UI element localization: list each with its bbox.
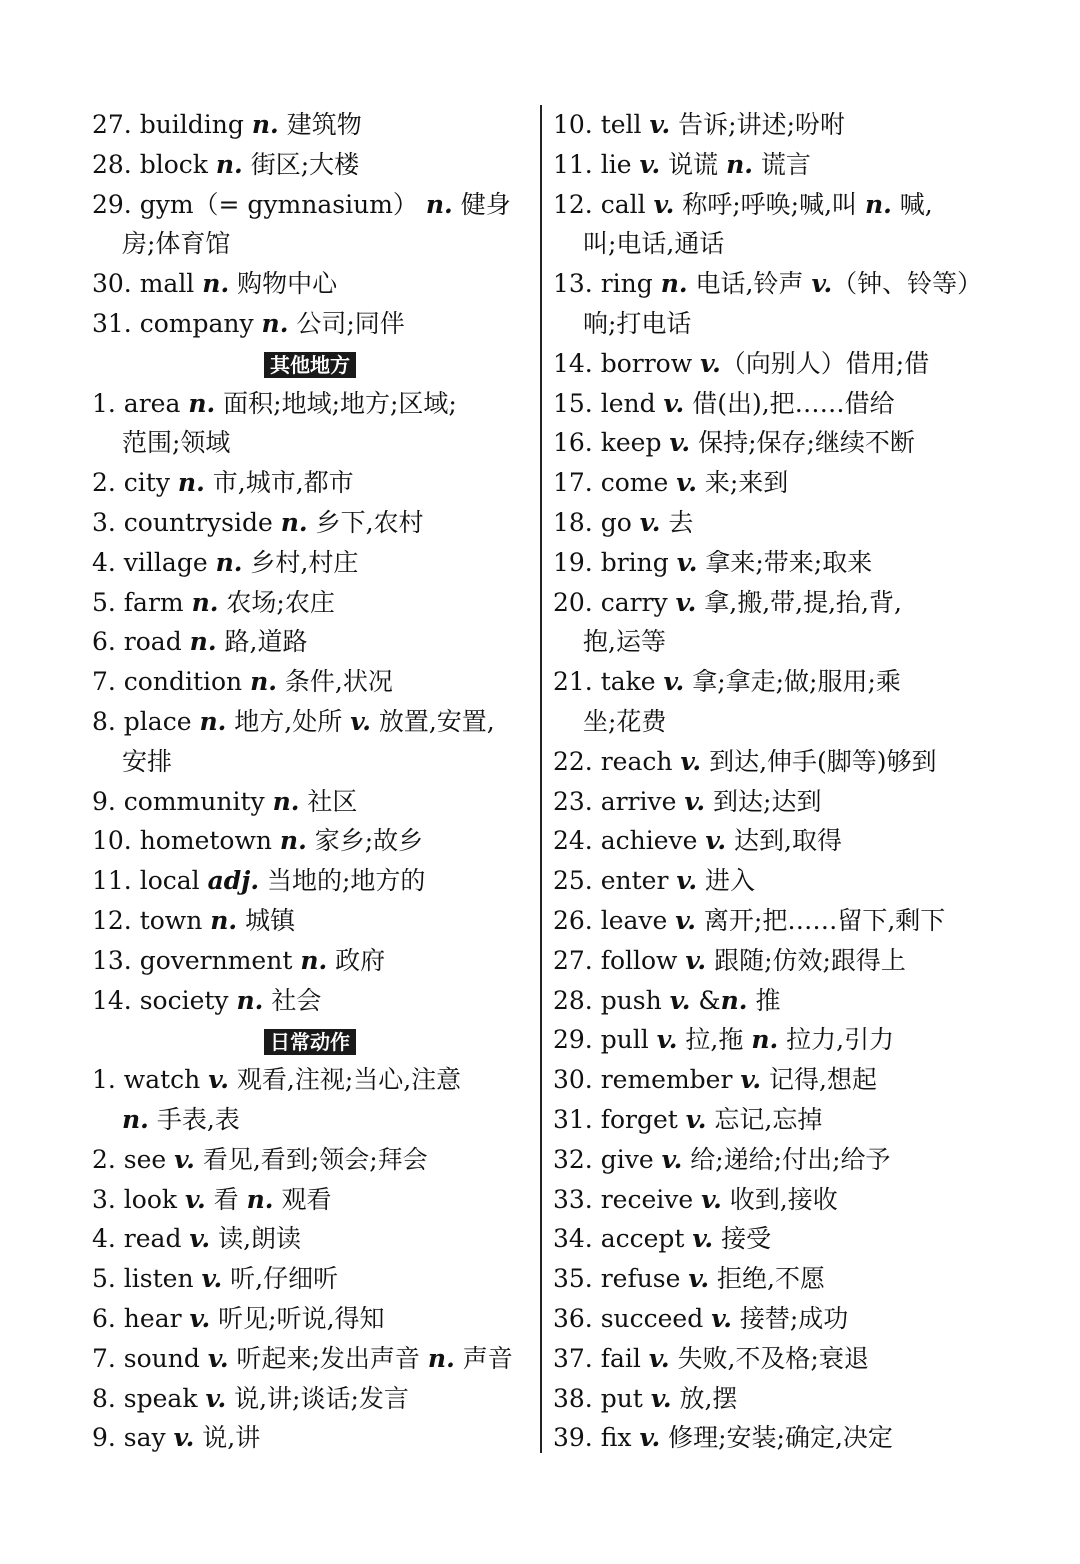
vocab-entry: 24. achieve v. 达到,取得	[553, 826, 842, 856]
vocab-entry: 11. lie v. 说谎 n. 谎言	[553, 149, 811, 179]
vocab-entry-continuation: 抱,运等	[583, 627, 666, 657]
vocab-entry: 35. refuse v. 拒绝,不愿	[553, 1264, 826, 1294]
vocab-entry: 16. keep v. 保持;保存;继续不断	[553, 428, 915, 458]
vocab-entry: 29. pull v. 拉,拖 n. 拉力,引力	[553, 1025, 895, 1055]
part-of-speech: n.	[189, 627, 217, 657]
vocab-entry: 3. countryside n. 乡下,农村	[92, 507, 424, 537]
vocab-entry: 28. push v. &n. 推	[553, 985, 781, 1015]
section-heading	[92, 344, 528, 384]
part-of-speech: adj.	[207, 866, 260, 896]
part-of-speech: n.	[215, 547, 243, 577]
part-of-speech: v.	[711, 1303, 732, 1333]
part-of-speech: n.	[280, 507, 308, 537]
part-of-speech: v.	[649, 110, 671, 139]
part-of-speech: v.	[650, 1383, 672, 1413]
part-of-speech: n.	[751, 1025, 779, 1055]
vocab-entry: 29. gym（= gymnasium） n. 健身	[92, 189, 511, 219]
vocab-entry: 28. block n. 街区;大楼	[92, 149, 360, 179]
vocab-entry: 2. city n. 市,城市,都市	[92, 468, 354, 498]
part-of-speech: v.	[669, 985, 691, 1015]
part-of-speech: v.	[705, 826, 727, 856]
vocab-entry: 31. forget v. 忘记,忘掉	[553, 1104, 823, 1134]
part-of-speech: n.	[660, 269, 688, 299]
part-of-speech: n.	[188, 388, 216, 418]
part-of-speech: v.	[700, 348, 721, 378]
part-of-speech: v.	[185, 1184, 206, 1214]
section-heading-label: 日常动作	[264, 1029, 356, 1055]
vocab-entry: 38. put v. 放,摆	[553, 1383, 738, 1413]
part-of-speech: n.	[279, 826, 307, 856]
vocab-entry: 30. remember v. 记得,想起	[553, 1065, 877, 1095]
part-of-speech: n.	[202, 269, 230, 299]
vocab-entry: 9. say v. 说,讲	[92, 1423, 261, 1453]
part-of-speech: v.	[680, 746, 702, 776]
vocab-entry: 7. condition n. 条件,状况	[92, 667, 393, 697]
part-of-speech: v.	[661, 1144, 683, 1174]
part-of-speech: v.	[639, 1423, 661, 1453]
vocab-entry: 14. borrow v.（向别人）借用;借	[553, 348, 930, 378]
vocab-entry: 39. fix v. 修理;安装;确定,决定	[553, 1423, 893, 1453]
part-of-speech: n.	[425, 189, 453, 219]
part-of-speech: n.	[726, 149, 753, 179]
vocab-entry: 2. see v. 看见,看到;领会;拜会	[92, 1144, 428, 1174]
vocab-entry: 37. fail v. 失败,不及格;衰退	[553, 1343, 869, 1373]
part-of-speech: n.	[246, 1184, 274, 1214]
vocab-entry: 6. hear v. 听见;听说,得知	[92, 1303, 385, 1333]
right-column	[553, 105, 989, 1458]
section-heading-label: 其他地方	[264, 352, 356, 378]
vocab-entry: 12. town n. 城镇	[92, 905, 296, 935]
vocab-entry: 12. call v. 称呼;呼唤;喊,叫 n. 喊,	[553, 189, 933, 219]
part-of-speech: v.	[205, 1383, 227, 1413]
part-of-speech: v.	[675, 905, 696, 935]
part-of-speech: v.	[207, 1343, 229, 1373]
vocab-entry: 33. receive v. 收到,接收	[553, 1184, 838, 1214]
part-of-speech: v.	[692, 1224, 714, 1254]
vocab-entry-continuation: 叫;电话,通话	[583, 229, 725, 259]
vocab-entry: 8. place n. 地方,处所 v. 放置,安置,	[92, 706, 495, 736]
vocab-entry: 22. reach v. 到达,伸手(脚等)够到	[553, 746, 937, 776]
part-of-speech: v.	[676, 468, 697, 498]
left-column	[92, 105, 528, 1458]
part-of-speech: v.	[676, 547, 698, 577]
vocab-entry-continuation: 房;体育馆	[122, 229, 231, 259]
vocab-entry: 3. look v. 看 n. 观看	[92, 1184, 332, 1214]
vocab-entry: 11. local adj. 当地的;地方的	[92, 866, 426, 896]
vocab-entry: 8. speak v. 说,讲;谈话;发言	[92, 1383, 409, 1413]
vocab-entry: 21. take v. 拿;拿走;做;服用;乘	[553, 667, 901, 697]
vocab-entry: 25. enter v. 进入	[553, 866, 756, 896]
vocab-entry: 19. bring v. 拿来;带来;取来	[553, 547, 873, 577]
vocab-entry: 1. watch v. 观看,注视;当心,注意	[92, 1065, 462, 1095]
part-of-speech: v.	[811, 269, 833, 299]
vocab-entry: 18. go v. 去	[553, 507, 694, 537]
vocab-entry: 32. give v. 给;递给;付出;给予	[553, 1144, 891, 1174]
part-of-speech: v.	[663, 667, 685, 697]
vocab-entry: 4. read v. 读,朗读	[92, 1224, 302, 1254]
part-of-speech: n.	[210, 905, 238, 935]
vocab-entry: 26. leave v. 离开;把……留下,剩下	[553, 905, 946, 935]
part-of-speech: n.	[261, 308, 289, 338]
part-of-speech: v.	[676, 866, 698, 896]
vocab-entry: 5. listen v. 听,仔细听	[92, 1264, 339, 1294]
vocab-entry-continuation: n. 手表,表	[122, 1104, 240, 1134]
part-of-speech: n.	[427, 1343, 455, 1373]
vocab-entry: 31. company n. 公司;同伴	[92, 308, 405, 338]
part-of-speech: n.	[864, 189, 892, 219]
vocab-entry: 20. carry v. 拿,搬,带,提,抬,背,	[553, 587, 902, 617]
vocab-entry: 14. society n. 社会	[92, 985, 322, 1015]
vocab-entry: 27. building n. 建筑物	[92, 110, 362, 139]
vocab-entry: 5. farm n. 农场;农庄	[92, 587, 335, 617]
part-of-speech: n.	[122, 1104, 149, 1134]
part-of-speech: v.	[208, 1065, 229, 1095]
part-of-speech: v.	[189, 1303, 211, 1333]
part-of-speech: v.	[663, 388, 685, 418]
vocab-entry: 30. mall n. 购物中心	[92, 269, 338, 299]
vocab-entry-continuation: 范围;领域	[122, 428, 231, 458]
vocab-entry-continuation: 响;打电话	[583, 308, 692, 338]
part-of-speech: v.	[685, 945, 707, 975]
vocab-entry: 10. tell v. 告诉;讲述;吩咐	[553, 110, 845, 139]
part-of-speech: n.	[215, 149, 243, 179]
part-of-speech: v.	[173, 1423, 195, 1453]
part-of-speech: n.	[251, 110, 279, 139]
column-divider	[540, 105, 542, 1453]
part-of-speech: n.	[720, 985, 748, 1015]
part-of-speech: v.	[685, 1104, 707, 1134]
part-of-speech: v.	[675, 587, 697, 617]
vocab-entry: 10. hometown n. 家乡;故乡	[92, 826, 424, 856]
part-of-speech: v.	[688, 1264, 710, 1294]
vocab-entry-continuation: 安排	[122, 746, 173, 776]
vocab-entry: 17. come v. 来;来到	[553, 468, 789, 498]
part-of-speech: v.	[656, 1025, 678, 1055]
part-of-speech: n.	[177, 468, 205, 498]
vocab-entry: 15. lend v. 借(出),把……借给	[553, 388, 895, 418]
vocab-entry-continuation: 坐;花费	[583, 706, 667, 736]
part-of-speech: v.	[639, 507, 661, 537]
vocab-entry: 7. sound v. 听起来;发出声音 n. 声音	[92, 1343, 513, 1373]
part-of-speech: n.	[272, 786, 300, 816]
part-of-speech: n.	[250, 667, 277, 697]
part-of-speech: n.	[236, 985, 264, 1015]
part-of-speech: v.	[174, 1144, 195, 1174]
vocab-entry: 1. area n. 面积;地域;地方;区域;	[92, 388, 457, 418]
part-of-speech: n.	[300, 945, 328, 975]
part-of-speech: v.	[648, 1343, 670, 1373]
vocab-entry: 34. accept v. 接受	[553, 1224, 772, 1254]
part-of-speech: v.	[684, 786, 706, 816]
part-of-speech: v.	[639, 149, 661, 179]
part-of-speech: v.	[201, 1264, 223, 1294]
vocab-entry: 9. community n. 社区	[92, 786, 358, 816]
part-of-speech: v.	[350, 706, 371, 736]
vocab-entry: 4. village n. 乡村,村庄	[92, 547, 359, 577]
vocab-entry: 6. road n. 路,道路	[92, 627, 308, 657]
vocab-entry: 36. succeed v. 接替;成功	[553, 1303, 849, 1333]
part-of-speech: v.	[669, 428, 691, 458]
vocab-entry: 27. follow v. 跟随;仿效;跟得上	[553, 945, 906, 975]
section-heading	[92, 1020, 528, 1060]
part-of-speech: n.	[199, 706, 227, 736]
vocab-entry: 13. ring n. 电话,铃声 v.（钟、铃等）	[553, 269, 983, 299]
part-of-speech: v.	[701, 1184, 722, 1214]
vocab-entry: 23. arrive v. 到达;达到	[553, 786, 822, 816]
part-of-speech: n.	[191, 587, 219, 617]
part-of-speech: v.	[740, 1065, 762, 1095]
vocab-entry: 13. government n. 政府	[92, 945, 386, 975]
part-of-speech: v.	[189, 1224, 211, 1254]
part-of-speech: v.	[653, 189, 675, 219]
